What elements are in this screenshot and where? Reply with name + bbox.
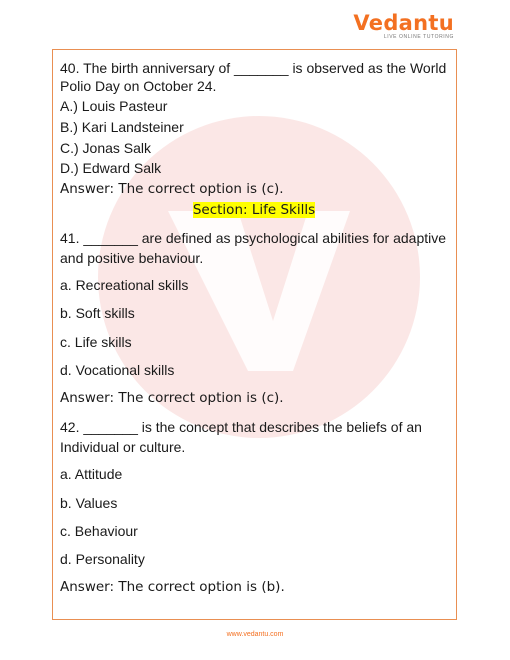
q40-option-b: B.) Kari Landsteiner [60,119,184,135]
q40-answer: Answer: The correct option is (c). [60,181,284,197]
q42-option-d: d. Personality [60,551,145,567]
q42-option-a: a. Attitude [60,466,123,482]
logo-wordmark: Vedantu [353,11,454,35]
q41-stem-line-2: and positive behaviour. [60,250,204,266]
q41-answer: Answer: The correct option is (c). [60,390,284,406]
vedantu-logo [353,12,454,41]
q42-option-c: c. Behaviour [60,523,138,539]
q40-option-c: C.) Jonas Salk [60,140,152,156]
q40-option-d: D.) Edward Salk [60,160,162,176]
q40-stem-line-1: 40. The birth anniversary of _______ is observed as the World [60,60,447,76]
section-heading [60,200,448,220]
q40-stem-line-2: Polio Day on October 24. [60,78,217,94]
q40-option-a: A.) Louis Pasteur [60,98,168,114]
q41-option-d: d. Vocational skills [60,362,175,378]
logo-tagline: LIVE ONLINE TUTORING [383,34,454,40]
q41-option-a: a. Recreational skills [60,277,189,293]
section-heading-text: Section: Life Skills [192,202,316,218]
q42-answer: Answer: The correct option is (b). [60,579,285,595]
q42-stem-line-1: 42. _______ is the concept that describes the beliefs of an [60,419,422,435]
footer-url[interactable]: www.vedantu.com [226,631,284,638]
q41-option-c: c. Life skills [60,334,132,350]
q41-stem-line-1: 41. _______ are defined as psychological abilities for adaptive [60,230,447,246]
q42-stem-line-2: Individual or culture. [60,439,186,455]
q41-option-b: b. Soft skills [60,305,135,321]
q42-option-b: b. Values [60,495,118,511]
